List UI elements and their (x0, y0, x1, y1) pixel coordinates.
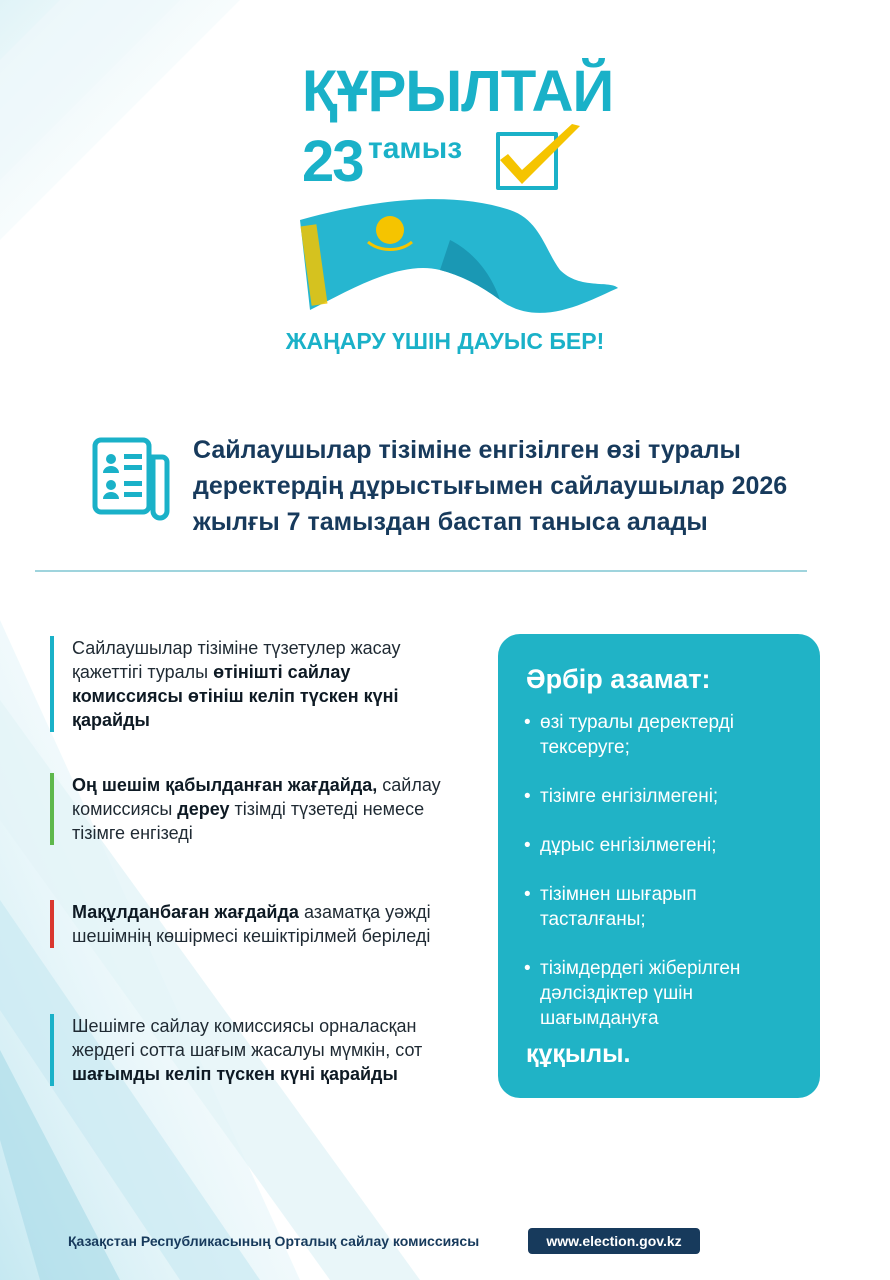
item-text: Шешімге сайлау комиссиясы орналасқан жердегі сотта шағым жасалуы мүмкін, сот (72, 1016, 423, 1060)
voter-list-document-icon (92, 437, 170, 521)
footer-organization: Қазақстан Республикасының Орталық сайлау комиссиясы (68, 1233, 480, 1249)
item-bold-text: Оң шешім қабылданған жағдайда, (72, 775, 378, 795)
headline: Сайлаушылар тізіміне енгізілген өзі туралы деректердің дұрыстығымен сайлаушылар 2026 жылғы 7 тамыздан бастап таныса алады (193, 436, 788, 536)
rights-list-item: • дұрыс енгізілмегені; (524, 833, 804, 858)
logo-title: ҚҰРЫЛТАЙ (302, 59, 614, 124)
footer-website-link[interactable]: www.election.gov.kz (528, 1228, 700, 1254)
item-bold-text: Мақұлданбаған жағдайда (72, 902, 299, 922)
item-bold-text: өтінішті сайлау комиссиясы өтініш келіп түскен күні қарайды (72, 662, 399, 730)
kurultai-logo (280, 50, 620, 320)
rights-list-item: • тізімдердегі жіберілген дәлсіздіктер үшін шағымдануға (524, 956, 804, 1031)
logo-day: 23 (302, 129, 363, 194)
rights-heading: Әрбір азамат: (526, 664, 711, 694)
slogan: ЖАҢАРУ ҮШІН ДАУЫС БЕР! (285, 328, 605, 354)
item-text: сайлау комиссиясы (72, 775, 441, 819)
citizen-rights-box (498, 634, 820, 1098)
kazakhstan-flag-ribbon (290, 180, 620, 330)
item-text: тізімді түзетеді немесе тізімге енгізеді (72, 799, 425, 843)
item-text: азаматқа уәжді шешімнің көшірмесі кешіктірілмей беріледі (72, 902, 431, 946)
rights-list (524, 710, 804, 1055)
rights-footer: құқылы. (526, 1040, 631, 1068)
divider (35, 570, 807, 572)
item-bold-text: шағымды келіп түскен күні қарайды (72, 1064, 398, 1084)
item-bold-text: дереу (177, 799, 230, 819)
procedure-item-application (50, 636, 452, 732)
procedure-item-rejection (50, 900, 452, 948)
logo-month: тамыз (368, 132, 463, 165)
rights-list-item: • тізімнен шығарып тасталғаны; (524, 882, 804, 932)
procedure-item-positive-decision (50, 773, 452, 845)
procedure-item-court-appeal (50, 1014, 452, 1086)
rights-list-item: • тізімге енгізілмегені; (524, 784, 804, 809)
item-text: Сайлаушылар тізіміне түзетулер жасау қажеттігі туралы (72, 638, 401, 682)
rights-list-item: • өзі туралы деректерді тексеруге; (524, 710, 804, 760)
